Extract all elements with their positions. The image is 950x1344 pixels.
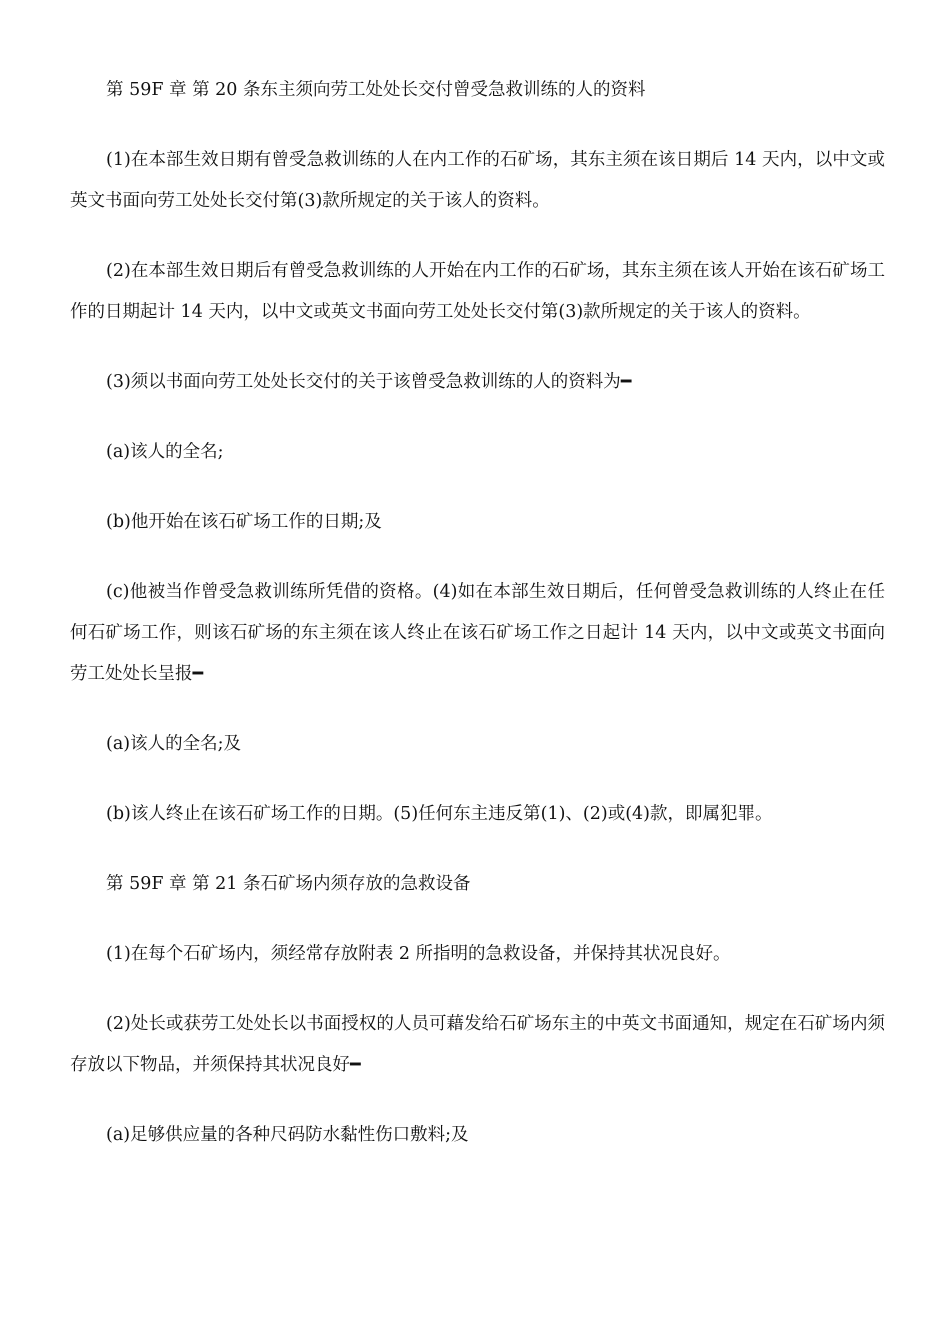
paragraph: (2)在本部生效日期后有曾受急救训练的人开始在内工作的石矿场，其东主须在该人开始在该石矿场工作的日期起计 14 天内，以中文或英文书面向劳工处处长交付第(3)款所规定的关于该人的资料。 xyxy=(70,261,885,322)
list-item: (b)该人终止在该石矿场工作的日期。(5)任何东主违反第(1)、(2)或(4)款，即属犯罪。 xyxy=(106,804,773,824)
list-item: (b)他开始在该石矿场工作的日期;及 xyxy=(106,512,382,532)
paragraph: (3)须以书面向劳工处处长交付的关于该曾受急救训练的人的资料为━ xyxy=(106,372,632,392)
section-heading: 第 59F 章 第 20 条东主须向劳工处处长交付曾受急救训练的人的资料 xyxy=(106,80,646,100)
list-item: (a)该人的全名;及 xyxy=(106,734,241,754)
paragraph: (1)在本部生效日期有曾受急救训练的人在内工作的石矿场，其东主须在该日期后 14 天内，以中文或英文书面向劳工处处长交付第(3)款所规定的关于该人的资料。 xyxy=(70,150,885,211)
document-page xyxy=(70,70,885,1185)
paragraph: (1)在每个石矿场内，须经常存放附表 2 所指明的急救设备，并保持其状况良好。 xyxy=(106,944,731,964)
paragraph: (2)处长或获劳工处处长以书面授权的人员可藉发给石矿场东主的中英文书面通知，规定在石矿场内须存放以下物品，并须保持其状况良好━ xyxy=(70,1014,885,1075)
section-heading: 第 59F 章 第 21 条石矿场内须存放的急救设备 xyxy=(106,874,471,894)
list-item: (a)该人的全名; xyxy=(106,442,224,462)
list-item: (a)足够供应量的各种尺码防水黏性伤口敷料;及 xyxy=(106,1125,469,1145)
paragraph: (c)他被当作曾受急救训练所凭借的资格。(4)如在本部生效日期后，任何曾受急救训练的人终止在任何石矿场工作，则该石矿场的东主须在该人终止在该石矿场工作之日起计 14 天内，以中文或英文书面向劳工处处长呈报━ xyxy=(70,582,885,684)
